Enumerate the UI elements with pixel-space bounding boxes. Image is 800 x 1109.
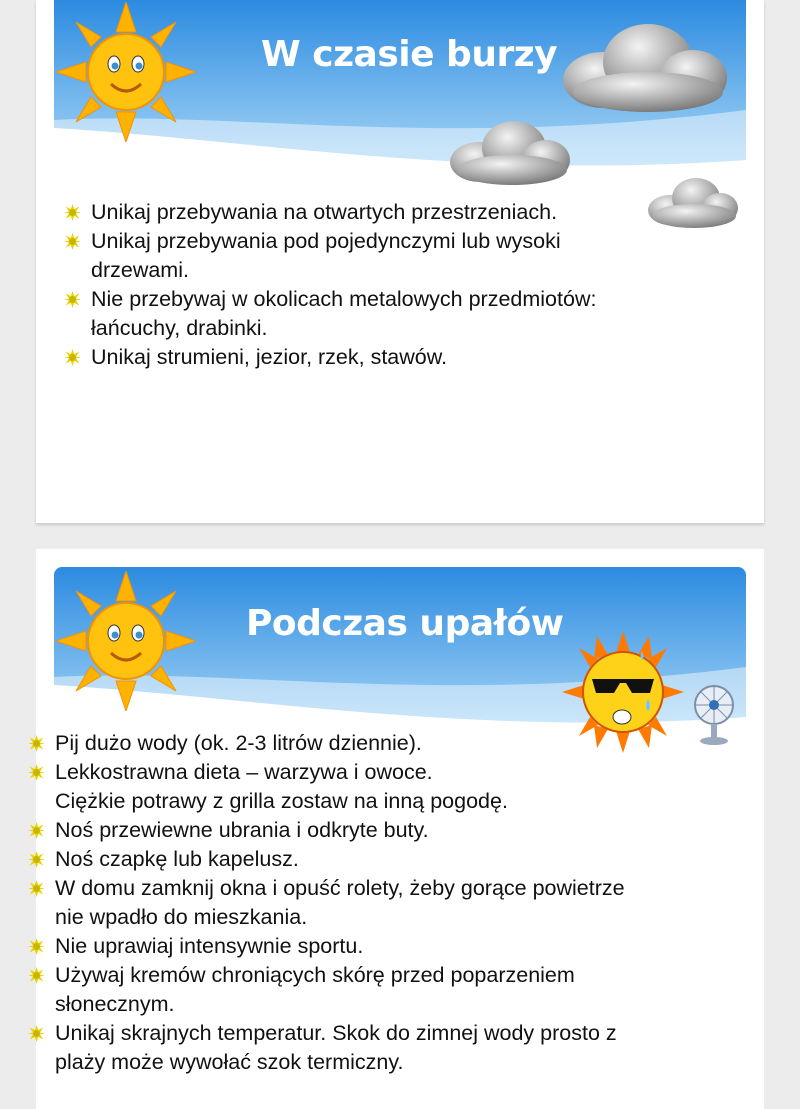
bullet-icon	[28, 1025, 45, 1042]
list-item	[28, 961, 718, 1019]
bullet-icon	[28, 764, 45, 781]
bullet-icon	[28, 822, 45, 839]
slide-title: W czasie burzy	[261, 34, 558, 75]
bullet-icon	[64, 349, 81, 366]
list-item-text: Ciężkie potrawy z grilla zostaw na inną pogodę.	[55, 789, 508, 813]
list-item	[64, 198, 674, 227]
bullet-icon	[64, 291, 81, 308]
sun-icon	[56, 571, 196, 711]
list-item-text: Nie przebywaj w okolicach metalowych przedmiotów:	[91, 287, 597, 311]
list-item	[28, 729, 718, 758]
bullet-icon	[28, 851, 45, 868]
bullet-icon	[28, 735, 45, 752]
cloud-icon	[558, 20, 730, 116]
list-item-text: Nie uprawiaj intensywnie sportu.	[55, 934, 364, 958]
bullet-icon	[28, 938, 45, 955]
list-item-text: słonecznym.	[55, 992, 175, 1016]
list-item-text: Unikaj skrajnych temperatur. Skok do zimnej wody prosto z	[55, 1021, 617, 1045]
bullet-icon	[64, 204, 81, 221]
list-item-text: plaży może wywołać szok termiczny.	[55, 1050, 404, 1074]
bullet-icon	[64, 233, 81, 250]
bullet-list	[28, 729, 718, 1077]
list-item	[28, 845, 718, 874]
bullet-icon	[28, 880, 45, 897]
bullet-icon	[28, 967, 45, 984]
bullet-list	[64, 198, 674, 372]
list-item	[28, 1019, 718, 1077]
cloud-icon	[448, 118, 572, 188]
list-item-text: Unikaj przebywania pod pojedynczymi lub wysoki	[91, 229, 561, 253]
list-item	[28, 874, 718, 932]
list-item	[64, 227, 674, 285]
list-item-text: Pij dużo wody (ok. 2-3 litrów dziennie).	[55, 731, 422, 755]
list-item	[28, 758, 718, 816]
list-item-text: łańcuchy, drabinki.	[91, 316, 268, 340]
sun-icon	[56, 2, 196, 142]
list-item-text: Unikaj strumieni, jezior, rzek, stawów.	[91, 345, 448, 369]
list-item-text: Używaj kremów chroniących skórę przed poparzeniem	[55, 963, 575, 987]
slide-title: Podczas upałów	[246, 603, 564, 644]
list-item-text: nie wpadło do mieszkania.	[55, 905, 308, 929]
list-item-text: drzewami.	[91, 258, 189, 282]
list-item	[28, 932, 718, 961]
list-item-text: Noś czapkę lub kapelusz.	[55, 847, 299, 871]
list-item-text: Lekkostrawna dieta – warzywa i owoce.	[55, 760, 433, 784]
slide-storm	[36, 0, 764, 523]
list-item	[64, 343, 674, 372]
list-item-text: Noś przewiewne ubrania i odkryte buty.	[55, 818, 429, 842]
list-item	[64, 285, 674, 343]
list-item	[28, 816, 718, 845]
list-item-text: Unikaj przebywania na otwartych przestrzeniach.	[91, 200, 558, 224]
list-item-text: W domu zamknij okna i opuść rolety, żeby gorące powietrze	[55, 876, 625, 900]
